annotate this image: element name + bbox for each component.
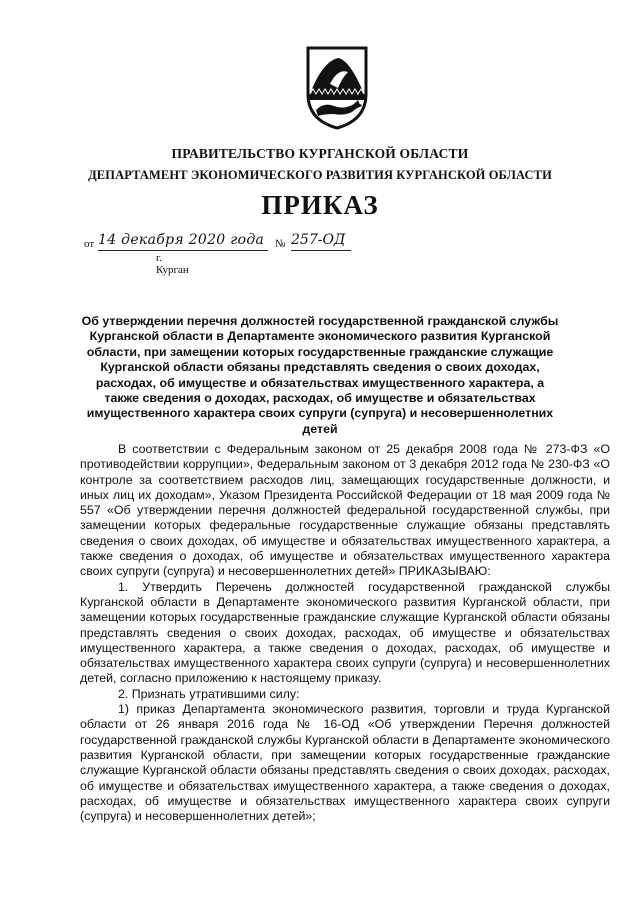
- clause-2-paragraph: 2. Признать утратившими силу:: [118, 686, 300, 701]
- order-subject: Об утверждении перечня должностей государственной гражданской службы Курганской области в Департаменте экономического развития Курганской области, при замещении которых государственные гражданские служащие Курганской области обязаны представлять сведения о своих доходах, расходах, об имуществе и обязательствах имущественного характера, а также сведения о доходах, расходах, об имуществе и обязательствах имущественного характера своих супруги (супруга) и несовершеннолетних детей: [81, 314, 559, 436]
- department-name: ДЕПАРТАМЕНТ ЭКОНОМИЧЕСКОГО РАЗВИТИЯ КУРГАНСКОЙ ОБЛАСТИ: [88, 168, 552, 182]
- city-label: г. Курган: [156, 252, 189, 276]
- order-body: [80, 442, 610, 824]
- date-from-label: от: [84, 238, 95, 250]
- preamble-paragraph: В соответствии с Федеральным законом от 25 декабря 2008 года № 273-ФЗ «О противодействии коррупции», Федеральным законом от 3 декабря 2012 года № 230-ФЗ «О контроле за соответствием расходов лиц, замещающих государственные должности, и иных лиц их доходам», Указом Президента Российской Федерации от 18 мая 2009 года № 557 «Об утверждении перечня должностей федеральной государственной службы, при замещении которых федеральные государственные служащие обязаны представлять сведения о своих доходах, об имуществе и обязательствах имущественного характера, а также сведения о доходах, об имуществе и обязательствах имущественного характера своих супруги (супруга) и несовершеннолетних детей» ПРИКАЗЫВАЮ:: [80, 442, 610, 579]
- handwritten-date: 14 декабря 2020 года: [98, 232, 268, 251]
- kurgan-oblast-coat-of-arms-icon: [304, 44, 370, 130]
- handwritten-number: 257-ОД: [291, 232, 351, 251]
- document-type-title: ПРИКАЗ: [261, 190, 379, 220]
- clause-2-item-1-paragraph: 1) приказ Департамента экономического развития, торговли и труда Курганской области от 26 января 2016 года № 16-ОД «Об утверждении Перечня должностей государственной гражданской службы Курганской области в Департаменте экономического развития Курганской области, при замещении которых государственные гражданские служащие Курганской области обязаны представлять сведения о своих доходах, расходах, об имуществе и обязательствах имущественного характера, а также сведения о доходах, расходах, об имуществе и обязательствах имущественного характера своих супруги (супруга) и несовершеннолетних детей»;: [80, 702, 610, 824]
- number-label: №: [275, 238, 286, 250]
- clause-1-paragraph: 1. Утвердить Перечень должностей государственной гражданской службы Курганской области в Департаменте экономического развития Курганской области, при замещении которых государственные гражданские служащие Курганской области обязаны представлять сведения о своих доходах, расходах, об имуществе и обязательствах имущественного характера, а также сведения о доходах, расходах, об имуществе и обязательствах имущественного характера своих супруги (супруга) и несовершеннолетних детей, согласно приложению к настоящему приказу.: [80, 579, 610, 686]
- government-name: ПРАВИТЕЛЬСТВО КУРГАНСКОЙ ОБЛАСТИ: [171, 146, 469, 161]
